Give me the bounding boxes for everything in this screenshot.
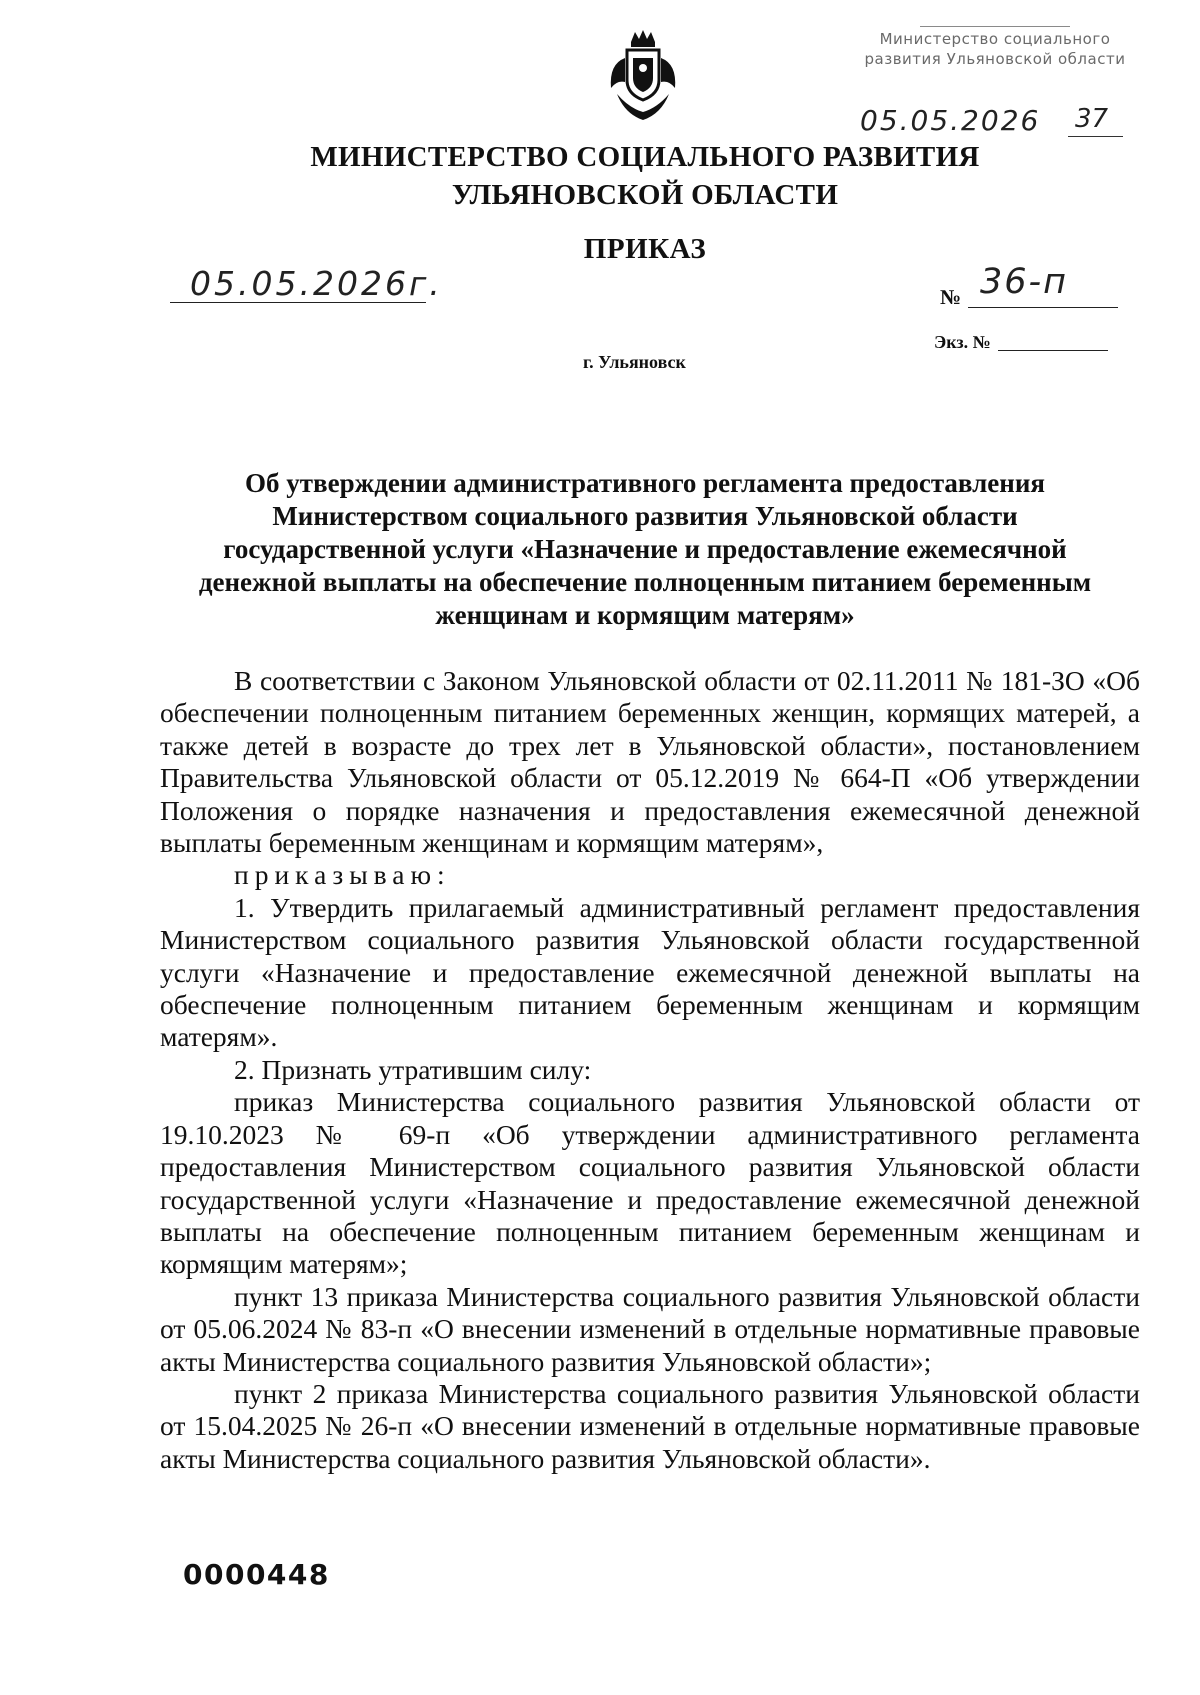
stamp-number-line	[1068, 136, 1123, 137]
copy-number-label: Экз. №	[934, 332, 991, 352]
title-line: Об утверждении административного регламента предоставления	[245, 468, 1045, 498]
item-2-paragraph: 2. Признать утратившим силу:	[234, 1053, 592, 1085]
date-line	[170, 302, 426, 303]
serial-number: 0000448	[183, 1558, 330, 1591]
stamp-rule	[920, 26, 1070, 27]
stamp-line2: развития Ульяновской области	[864, 50, 1126, 68]
stamp-line1: Министерство социального	[879, 30, 1111, 48]
title-line: государственной услуги «Назначение и предоставление ежемесячной	[223, 534, 1067, 564]
doc-type: ПРИКАЗ	[583, 233, 707, 265]
title-line: женщинам и кормящим матерям»	[435, 600, 855, 630]
ministry-line2: УЛЬЯНОВСКОЙ ОБЛАСТИ	[451, 179, 839, 211]
title-line: Министерством социального развития Ульяновской области	[272, 501, 1018, 531]
item-2a-paragraph: приказ Министерства социального развития Ульяновской области от 19.10.2023 № 69-п «Об утверждении административного регламента предоставления Министерством социального развития Ульяновской области государственной услуги «Назначение и предоставление ежемесячной денежной выплаты на обеспечение полноценным питанием беременным женщинам и кормящим матерям»;	[160, 1086, 1140, 1280]
stamp-date: 05.05.2026	[860, 104, 1041, 137]
ministry-name	[0, 138, 1200, 214]
preamble-paragraph: В соответствии с Законом Ульяновской области от 02.11.2011 № 181-ЗО «Об обеспечении полноценным питанием беременных женщин, кормящих матерей, а также детей в возрасте до трех лет в Ульяновской области», постановлением Правительства Ульяновской области от 05.12.2019 № 664-П «Об утверждении Положения о порядке назначения и предоставления ежемесячной денежной выплаты беременным женщинам и кормящим матерям»,	[160, 665, 1140, 859]
handwritten-date: 05.05.2026г.	[190, 264, 443, 303]
registration-stamp	[835, 26, 1155, 69]
number-line	[968, 307, 1118, 308]
ministry-line1: МИНИСТЕРСТВО СОЦИАЛЬНОГО РАЗВИТИЯ	[310, 141, 980, 173]
coat-of-arms-icon	[603, 28, 683, 124]
number-label: №	[940, 285, 962, 309]
handwritten-number: 36-п	[980, 262, 1069, 302]
item-2b-paragraph: пункт 13 приказа Министерства социального развития Ульяновской области от 05.06.2024 № 83-п «О внесении изменений в отдельные нормативные правовые акты Министерства социального развития Ульяновской области»;	[160, 1280, 1140, 1377]
stamp-number: 37	[1075, 104, 1109, 134]
item-2c-paragraph: пункт 2 приказа Министерства социального развития Ульяновской области от 15.04.2025 № 26-п «О внесении изменений в отдельные нормативные правовые акты Министерства социального развития Ульяновской области».	[160, 1377, 1140, 1474]
document-body	[160, 665, 1140, 1475]
document-title	[150, 467, 1140, 632]
title-line: денежной выплаты на обеспечение полноценным питанием беременным	[198, 567, 1092, 597]
order-word: приказываю:	[234, 859, 451, 891]
item-1-paragraph: 1. Утвердить прилагаемый административный регламент предоставления Министерством социального развития Ульяновской области государственной услуги «Назначение и предоставление ежемесячной денежной выплаты на обеспечение полноценным питанием беременным женщинам и кормящим матерям».	[160, 891, 1140, 1053]
city: г. Ульяновск	[583, 352, 686, 372]
copy-number-line	[998, 350, 1108, 351]
